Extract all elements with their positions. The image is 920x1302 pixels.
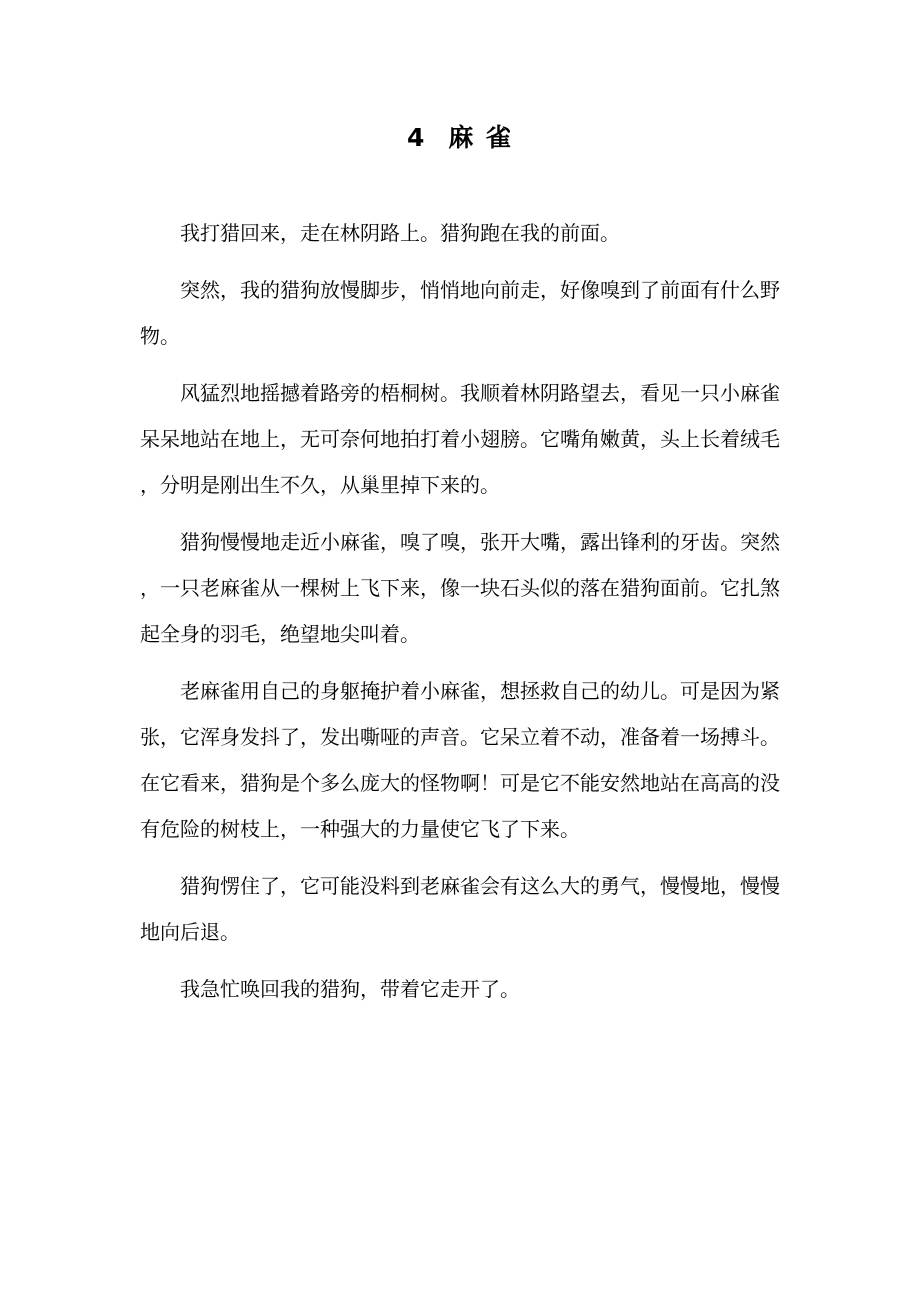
paragraph: 突然，我的猎狗放慢脚步，悄悄地向前走，好像嗅到了前面有什么野物。 (140, 278, 780, 348)
paragraph: 我打猎回来，走在林阴路上。猎狗跑在我的前面。 (180, 221, 620, 245)
paragraph: 风猛烈地摇撼着路旁的梧桐树。我顺着林阴路望去，看见一只小麻雀呆呆地站在地上，无可奈何地拍打着小翅膀。它嘴角嫩黄，头上长着绒毛，分明是刚出生不久，从巢里掉下来的。 (140, 381, 780, 497)
paragraph: 猎狗慢慢地走近小麻雀，嗅了嗅，张开大嘴，露出锋利的牙齿。突然，一只老麻雀从一棵树上飞下来，像一块石头似的落在猎狗面前。它扎煞起全身的羽毛，绝望地尖叫着。 (140, 530, 780, 646)
title-number: 4 (406, 123, 427, 152)
page-title (0, 118, 920, 158)
paragraph: 我急忙唤回我的猎狗，带着它走开了。 (180, 977, 520, 1001)
paragraph: 猎狗愣住了，它可能没料到老麻雀会有这么大的勇气，慢慢地，慢慢地向后退。 (140, 874, 780, 944)
title-text: 麻 雀 (448, 123, 514, 152)
story-body (140, 210, 780, 1023)
paragraph: 老麻雀用自己的身躯掩护着小麻雀，想拯救自己的幼儿。可是因为紧张，它浑身发抖了，发出嘶哑的声音。它呆立着不动，准备着一场搏斗。在它看来，猎狗是个多么庞大的怪物啊！可是它不能安然地站在高高的没有危险的树枝上，一种强大的力量使它飞了下来。 (140, 679, 780, 841)
